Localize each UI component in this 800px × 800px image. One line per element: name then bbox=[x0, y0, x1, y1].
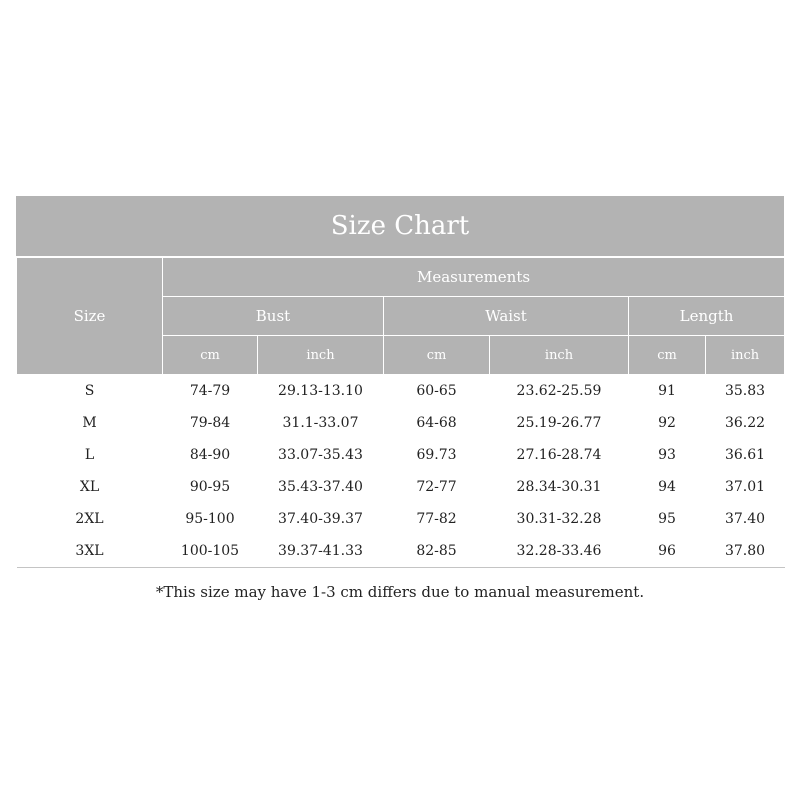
waist-header: Waist bbox=[384, 297, 629, 336]
length-inch-cell: 37.80 bbox=[706, 535, 785, 568]
length-cm-cell: 94 bbox=[629, 471, 706, 503]
bust-inch-cell: 39.37-41.33 bbox=[258, 535, 384, 568]
table-row bbox=[17, 439, 785, 471]
bust-cm-cell: 95-100 bbox=[163, 503, 258, 535]
bust-cm-cell: 79-84 bbox=[163, 407, 258, 439]
length-inch-cell: 36.61 bbox=[706, 439, 785, 471]
length-inch-header: inch bbox=[706, 336, 785, 375]
length-header: Length bbox=[629, 297, 785, 336]
waist-cm-cell: 64-68 bbox=[384, 407, 490, 439]
bust-inch-cell: 29.13-13.10 bbox=[258, 375, 384, 408]
size-cell: 3XL bbox=[17, 535, 163, 568]
measurement-note: *This size may have 1-3 cm differs due to manual measurement. bbox=[155, 583, 645, 601]
table-row bbox=[17, 503, 785, 535]
waist-inch-cell: 23.62-25.59 bbox=[490, 375, 629, 408]
size-cell: S bbox=[17, 375, 163, 408]
length-inch-cell: 36.22 bbox=[706, 407, 785, 439]
size-cell: 2XL bbox=[17, 503, 163, 535]
waist-cm-cell: 82-85 bbox=[384, 535, 490, 568]
waist-inch-cell: 30.31-32.28 bbox=[490, 503, 629, 535]
size-table bbox=[16, 257, 785, 568]
waist-cm-cell: 72-77 bbox=[384, 471, 490, 503]
bust-cm-cell: 74-79 bbox=[163, 375, 258, 408]
bust-header: Bust bbox=[163, 297, 384, 336]
length-cm-cell: 96 bbox=[629, 535, 706, 568]
length-cm-cell: 92 bbox=[629, 407, 706, 439]
size-chart bbox=[16, 196, 784, 568]
waist-inch-cell: 27.16-28.74 bbox=[490, 439, 629, 471]
waist-inch-cell: 28.34-30.31 bbox=[490, 471, 629, 503]
bust-inch-header: inch bbox=[258, 336, 384, 375]
length-cm-header: cm bbox=[629, 336, 706, 375]
waist-cm-cell: 77-82 bbox=[384, 503, 490, 535]
length-cm-cell: 95 bbox=[629, 503, 706, 535]
length-cm-cell: 93 bbox=[629, 439, 706, 471]
bust-cm-cell: 100-105 bbox=[163, 535, 258, 568]
length-inch-cell: 35.83 bbox=[706, 375, 785, 408]
bust-inch-cell: 35.43-37.40 bbox=[258, 471, 384, 503]
length-inch-cell: 37.01 bbox=[706, 471, 785, 503]
bust-cm-header: cm bbox=[163, 336, 258, 375]
measurements-header: Measurements bbox=[163, 258, 785, 297]
waist-inch-cell: 32.28-33.46 bbox=[490, 535, 629, 568]
waist-cm-header: cm bbox=[384, 336, 490, 375]
waist-inch-cell: 25.19-26.77 bbox=[490, 407, 629, 439]
length-inch-cell: 37.40 bbox=[706, 503, 785, 535]
waist-cm-cell: 69.73 bbox=[384, 439, 490, 471]
bust-inch-cell: 31.1-33.07 bbox=[258, 407, 384, 439]
size-cell: M bbox=[17, 407, 163, 439]
chart-title: Size Chart bbox=[16, 196, 784, 257]
waist-inch-header: inch bbox=[490, 336, 629, 375]
table-row bbox=[17, 375, 785, 408]
length-cm-cell: 91 bbox=[629, 375, 706, 408]
bust-inch-cell: 37.40-39.37 bbox=[258, 503, 384, 535]
table-row bbox=[17, 407, 785, 439]
table-row bbox=[17, 471, 785, 503]
size-cell: XL bbox=[17, 471, 163, 503]
size-header: Size bbox=[17, 258, 163, 375]
bust-inch-cell: 33.07-35.43 bbox=[258, 439, 384, 471]
bust-cm-cell: 84-90 bbox=[163, 439, 258, 471]
waist-cm-cell: 60-65 bbox=[384, 375, 490, 408]
bust-cm-cell: 90-95 bbox=[163, 471, 258, 503]
size-cell: L bbox=[17, 439, 163, 471]
table-row bbox=[17, 535, 785, 568]
